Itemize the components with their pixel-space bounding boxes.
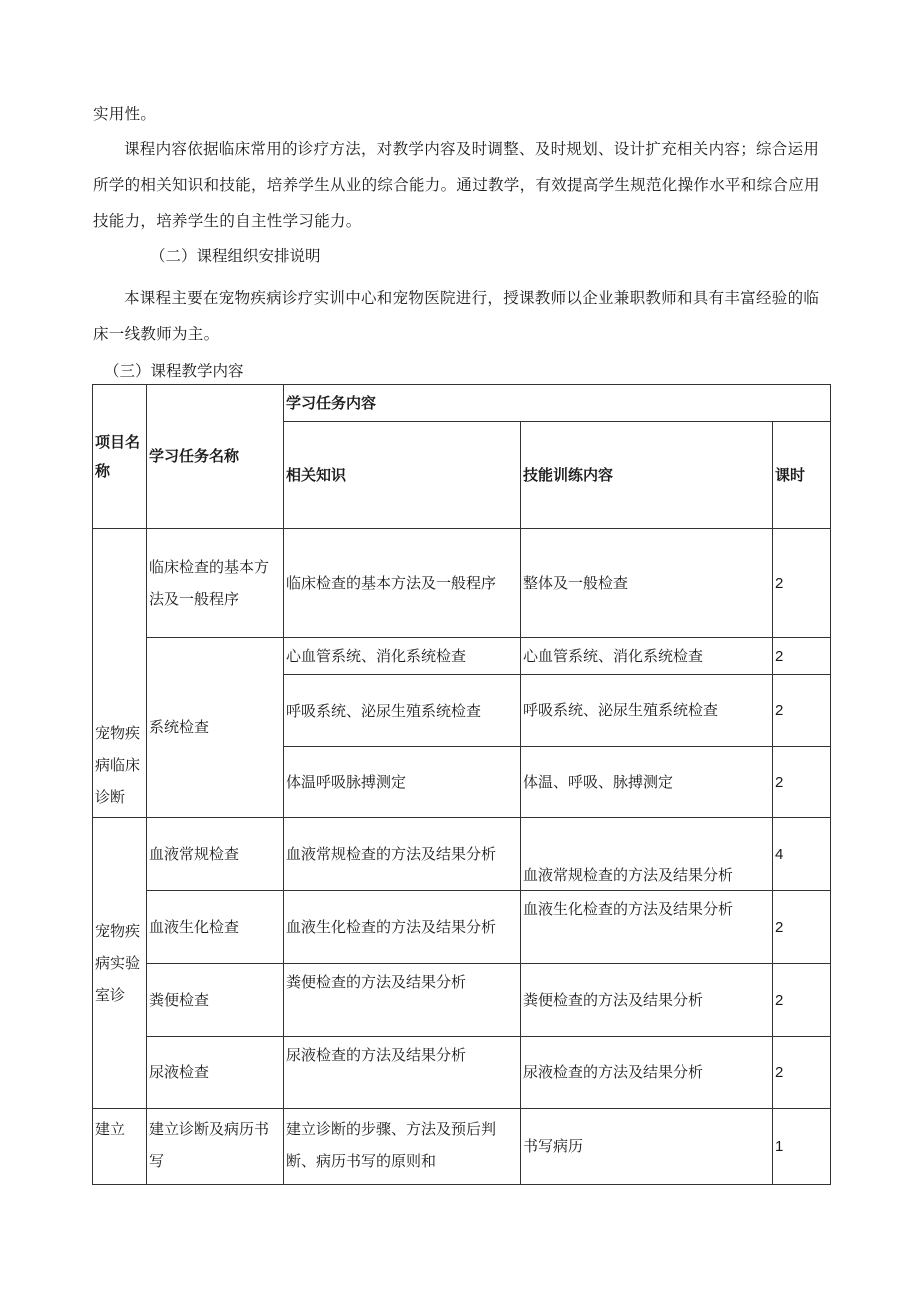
skill-cell: 心血管系统、消化系统检查 (521, 638, 773, 675)
skill-cell: 整体及一般检查 (521, 529, 773, 638)
skill-cell: 书写病历 (521, 1109, 773, 1185)
hours-cell: 2 (773, 675, 831, 747)
hours-cell: 2 (773, 964, 831, 1037)
project-build-diagnosis: 建立 (93, 1109, 147, 1185)
knowledge-cell: 尿液检查的方法及结果分析 (284, 1037, 521, 1109)
heading-course-teaching-content: （三）课程教学内容 (104, 362, 244, 380)
skill-cell: 血液生化检查的方法及结果分析 (521, 891, 773, 964)
task-cell: 尿液检查 (147, 1037, 284, 1109)
knowledge-cell: 血液常规检查的方法及结果分析 (284, 818, 521, 891)
task-cell: 建立诊断及病历书写 (147, 1109, 284, 1185)
skill-cell: 粪便检查的方法及结果分析 (521, 964, 773, 1037)
task-cell: 临床检查的基本方法及一般程序 (147, 529, 284, 638)
header-project-name: 项目名称 (93, 385, 147, 529)
hours-cell: 4 (773, 818, 831, 891)
skill-cell: 呼吸系统、泌尿生殖系统检查 (521, 675, 773, 747)
task-cell: 血液常规检查 (147, 818, 284, 891)
knowledge-cell: 血液生化检查的方法及结果分析 (284, 891, 521, 964)
knowledge-cell: 体温呼吸脉搏测定 (284, 747, 521, 818)
knowledge-cell: 呼吸系统、泌尿生殖系统检查 (284, 675, 521, 747)
task-cell: 粪便检查 (147, 964, 284, 1037)
skill-cell: 体温、呼吸、脉搏测定 (521, 747, 773, 818)
knowledge-cell: 心血管系统、消化系统检查 (284, 638, 521, 675)
task-cell: 血液生化检查 (147, 891, 284, 964)
hours-cell: 1 (773, 1109, 831, 1185)
project-lab-diagnosis: 宠物疾病实验室诊 (93, 818, 147, 1109)
header-skill-training: 技能训练内容 (521, 422, 773, 529)
paragraph-course-content: 课程内容依据临床常用的诊疗方法，对教学内容及时调整、及时规划、设计扩充相关内容；综合运用所学的相关知识和技能，培养学生从业的综合能力。通过教学，有效提高学生规范化操作水平和综合应用技能力，培养学生的自主性学习能力。 (93, 140, 820, 230)
hours-cell: 2 (773, 747, 831, 818)
skill-cell: 尿液检查的方法及结果分析 (521, 1037, 773, 1109)
table-row (93, 891, 831, 964)
hours-cell: 2 (773, 891, 831, 964)
project-clinical-diagnosis: 宠物疾病临床诊断 (93, 529, 147, 818)
table-row (93, 529, 831, 638)
hours-cell: 2 (773, 529, 831, 638)
table-row (93, 964, 831, 1037)
table-row (93, 1037, 831, 1109)
skill-cell: 血液常规检查的方法及结果分析 (521, 818, 773, 891)
table-header-row (93, 385, 831, 422)
header-hours: 课时 (773, 422, 831, 529)
hours-cell: 2 (773, 638, 831, 675)
heading-course-organization: （二）课程组织安排说明 (150, 247, 321, 265)
paragraph-course-organization: 本课程主要在宠物疾病诊疗实训中心和宠物医院进行，授课教师以企业兼职教师和具有丰富经验的临床一线教师为主。 (93, 289, 820, 343)
table-row (93, 638, 831, 675)
table-row (93, 818, 831, 891)
paragraph-continuation: 实用性。 (93, 105, 157, 123)
knowledge-cell: 粪便检查的方法及结果分析 (284, 964, 521, 1037)
header-task-content: 学习任务内容 (284, 385, 831, 422)
task-cell: 系统检查 (147, 638, 284, 818)
knowledge-cell: 临床检查的基本方法及一般程序 (284, 529, 521, 638)
header-related-knowledge: 相关知识 (284, 422, 521, 529)
course-content-table (92, 384, 831, 1185)
table-row (93, 1109, 831, 1185)
hours-cell: 2 (773, 1037, 831, 1109)
header-task-name: 学习任务名称 (147, 385, 284, 529)
knowledge-cell: 建立诊断的步骤、方法及预后判断、病历书写的原则和 (284, 1109, 521, 1185)
